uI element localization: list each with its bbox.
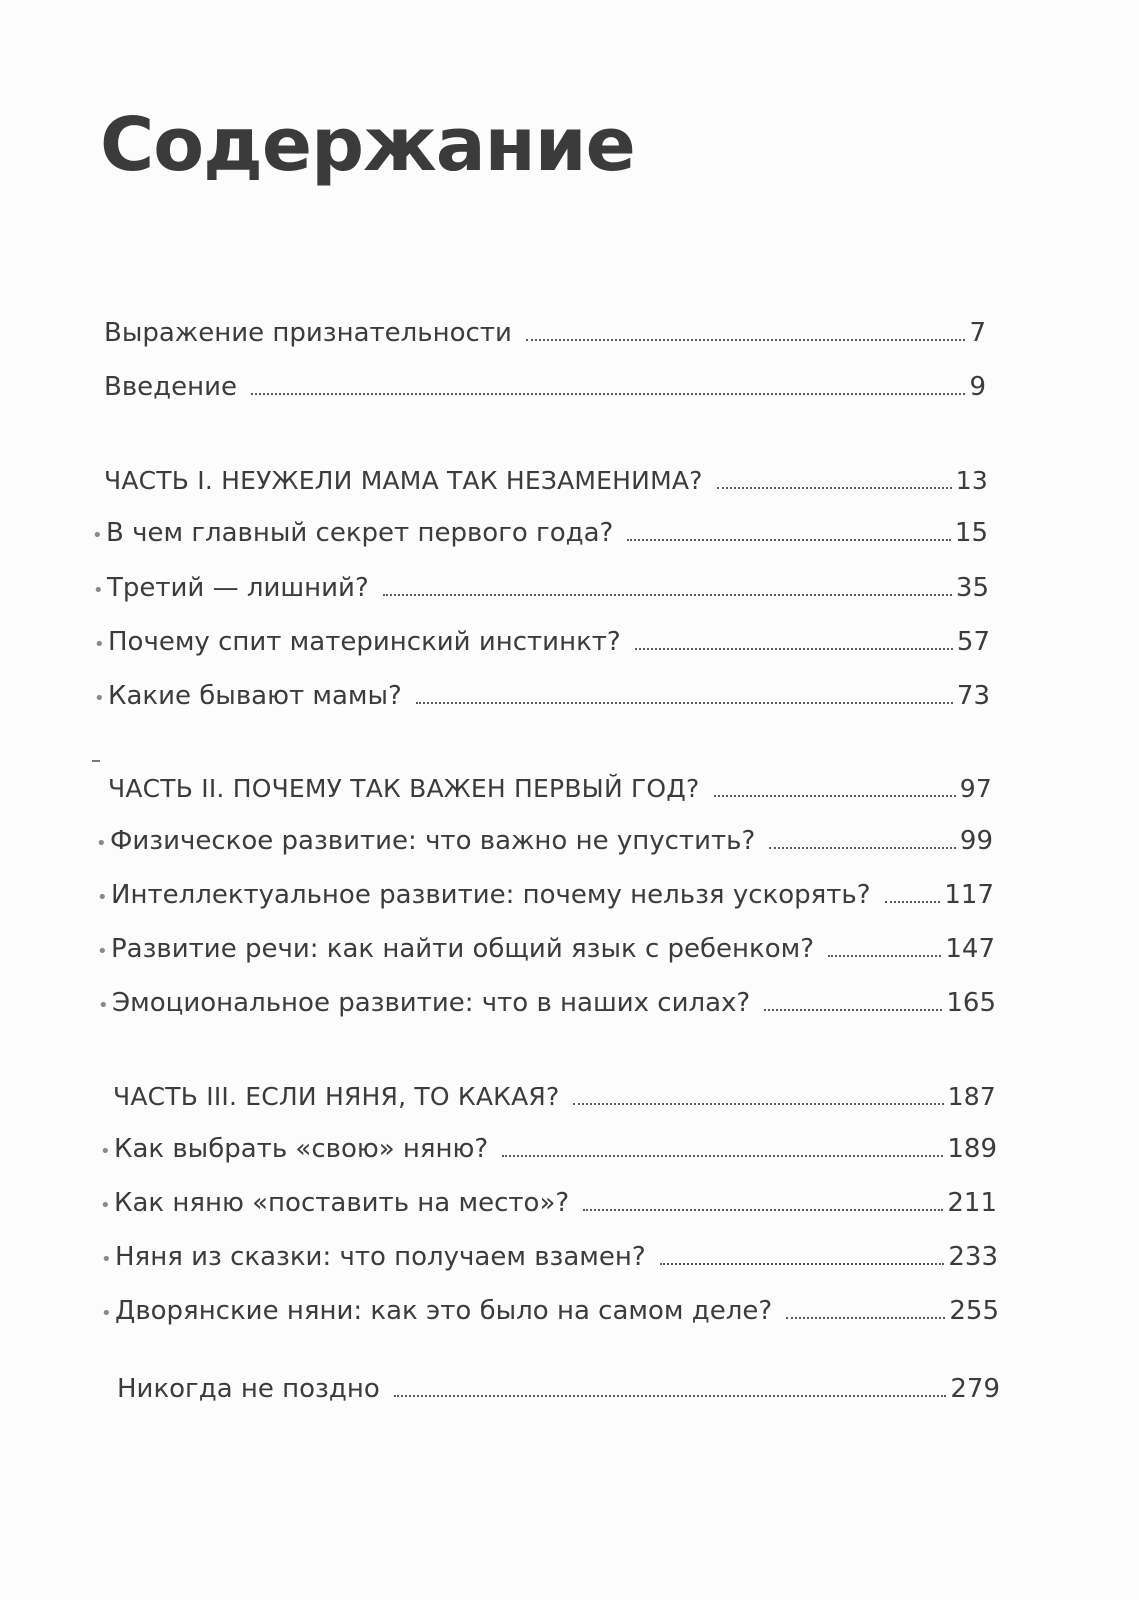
dot-leader [502, 1154, 943, 1157]
toc-entry [101, 1294, 999, 1328]
toc-entry-label: Няня из сказки: что получаем взамен? [115, 1242, 646, 1272]
toc-entry-page: 9 [969, 372, 986, 402]
toc-entry-label: Выражение признательности [104, 318, 512, 348]
toc-entry-label: Какие бывают мамы? [108, 681, 402, 711]
toc-entry-page: 279 [950, 1374, 1000, 1404]
bullet-icon: • [100, 1141, 111, 1162]
toc-entry-page: 187 [947, 1082, 996, 1111]
toc-entry-label: Эмоциональное развитие: что в наших силах? [112, 988, 751, 1018]
toc-entry-page: 117 [944, 880, 994, 910]
bullet-icon: • [92, 525, 103, 546]
dot-leader [769, 846, 956, 849]
dot-leader [583, 1208, 943, 1211]
toc-entry [98, 986, 996, 1020]
toc-entry-label: ЧАСТЬ III. ЕСЛИ НЯНЯ, ТО КАКАЯ? [113, 1082, 560, 1111]
toc-entry [97, 932, 995, 966]
toc-entry [104, 316, 986, 350]
toc-entry-page: 255 [949, 1296, 999, 1326]
toc-entry-label: Развитие речи: как найти общий язык с ребенком? [111, 934, 815, 964]
bullet-icon: • [98, 995, 109, 1016]
dot-leader [717, 486, 952, 489]
dot-leader [714, 794, 956, 797]
dot-leader [885, 900, 941, 903]
toc-entry-page: 189 [947, 1134, 997, 1164]
toc-entry [94, 625, 990, 659]
toc-part-heading [113, 1080, 996, 1114]
dot-leader [573, 1102, 943, 1105]
toc-entry-label: Интеллектуальное развитие: почему нельзя ускорять? [111, 880, 871, 910]
toc-entry-page: 73 [956, 681, 990, 711]
toc-entry-label: Как выбрать «свою» няню? [114, 1134, 489, 1164]
toc-entry-label: Как няню «поставить на место»? [114, 1188, 570, 1218]
bullet-icon: • [94, 634, 105, 655]
toc-entry-label: Дворянские няни: как это было на самом деле? [115, 1296, 773, 1326]
dot-leader [635, 647, 953, 650]
toc-entry [100, 1186, 997, 1220]
toc-entry-label: Почему спит материнский инстинкт? [108, 627, 621, 657]
page-title: Содержание [100, 102, 635, 188]
toc-entry-page: 15 [954, 518, 988, 548]
toc-part-heading [104, 464, 988, 498]
toc-entry-page: 99 [959, 826, 993, 856]
toc-entry-page: 211 [947, 1188, 997, 1218]
bullet-icon: • [101, 1303, 112, 1324]
bullet-icon: • [100, 1195, 111, 1216]
toc-entry-label: Третий — лишний? [107, 573, 369, 603]
dot-leader [660, 1262, 945, 1265]
toc-entry [100, 1132, 997, 1166]
toc-entry [104, 370, 986, 404]
toc-entry-page: 7 [969, 318, 986, 348]
toc-entry-label: ЧАСТЬ II. ПОЧЕМУ ТАК ВАЖЕН ПЕРВЫЙ ГОД? [108, 774, 700, 803]
toc-entry-label: Физическое развитие: что важно не упустить? [110, 826, 756, 856]
bullet-icon: • [96, 833, 107, 854]
dot-leader [627, 538, 951, 541]
toc-entry-page: 233 [948, 1242, 998, 1272]
dot-leader [416, 701, 953, 704]
dot-leader [526, 338, 966, 341]
margin-mark [92, 760, 100, 762]
toc-entry [97, 878, 994, 912]
toc-entry-page: 35 [955, 573, 989, 603]
toc-entry-page: 147 [945, 934, 995, 964]
dot-leader [786, 1316, 945, 1319]
bullet-icon: • [93, 580, 104, 601]
toc-part-heading [108, 772, 992, 806]
toc-entry [117, 1372, 1000, 1406]
toc-entry-page: 97 [959, 774, 992, 803]
dot-leader [828, 954, 941, 957]
bullet-icon: • [94, 688, 105, 709]
bullet-icon: • [97, 941, 108, 962]
dot-leader [383, 593, 952, 596]
toc-entry [101, 1240, 998, 1274]
toc-entry-label: Введение [104, 372, 238, 402]
toc-entry-label: В чем главный секрет первого года? [106, 518, 614, 548]
dot-leader [251, 392, 965, 395]
dot-leader [394, 1394, 947, 1397]
toc-entry [93, 571, 989, 605]
toc-entry-label: Никогда не поздно [117, 1374, 380, 1404]
bullet-icon: • [101, 1249, 112, 1270]
toc-entry [96, 824, 993, 858]
toc-entry-label: ЧАСТЬ I. НЕУЖЕЛИ МАМА ТАК НЕЗАМЕНИМА? [104, 466, 703, 495]
toc-entry-page: 165 [946, 988, 996, 1018]
toc-entry [94, 679, 990, 713]
dot-leader [764, 1008, 942, 1011]
bullet-icon: • [97, 887, 108, 908]
toc-entry-page: 57 [956, 627, 990, 657]
toc-entry [92, 516, 988, 550]
toc-entry-page: 13 [955, 466, 988, 495]
